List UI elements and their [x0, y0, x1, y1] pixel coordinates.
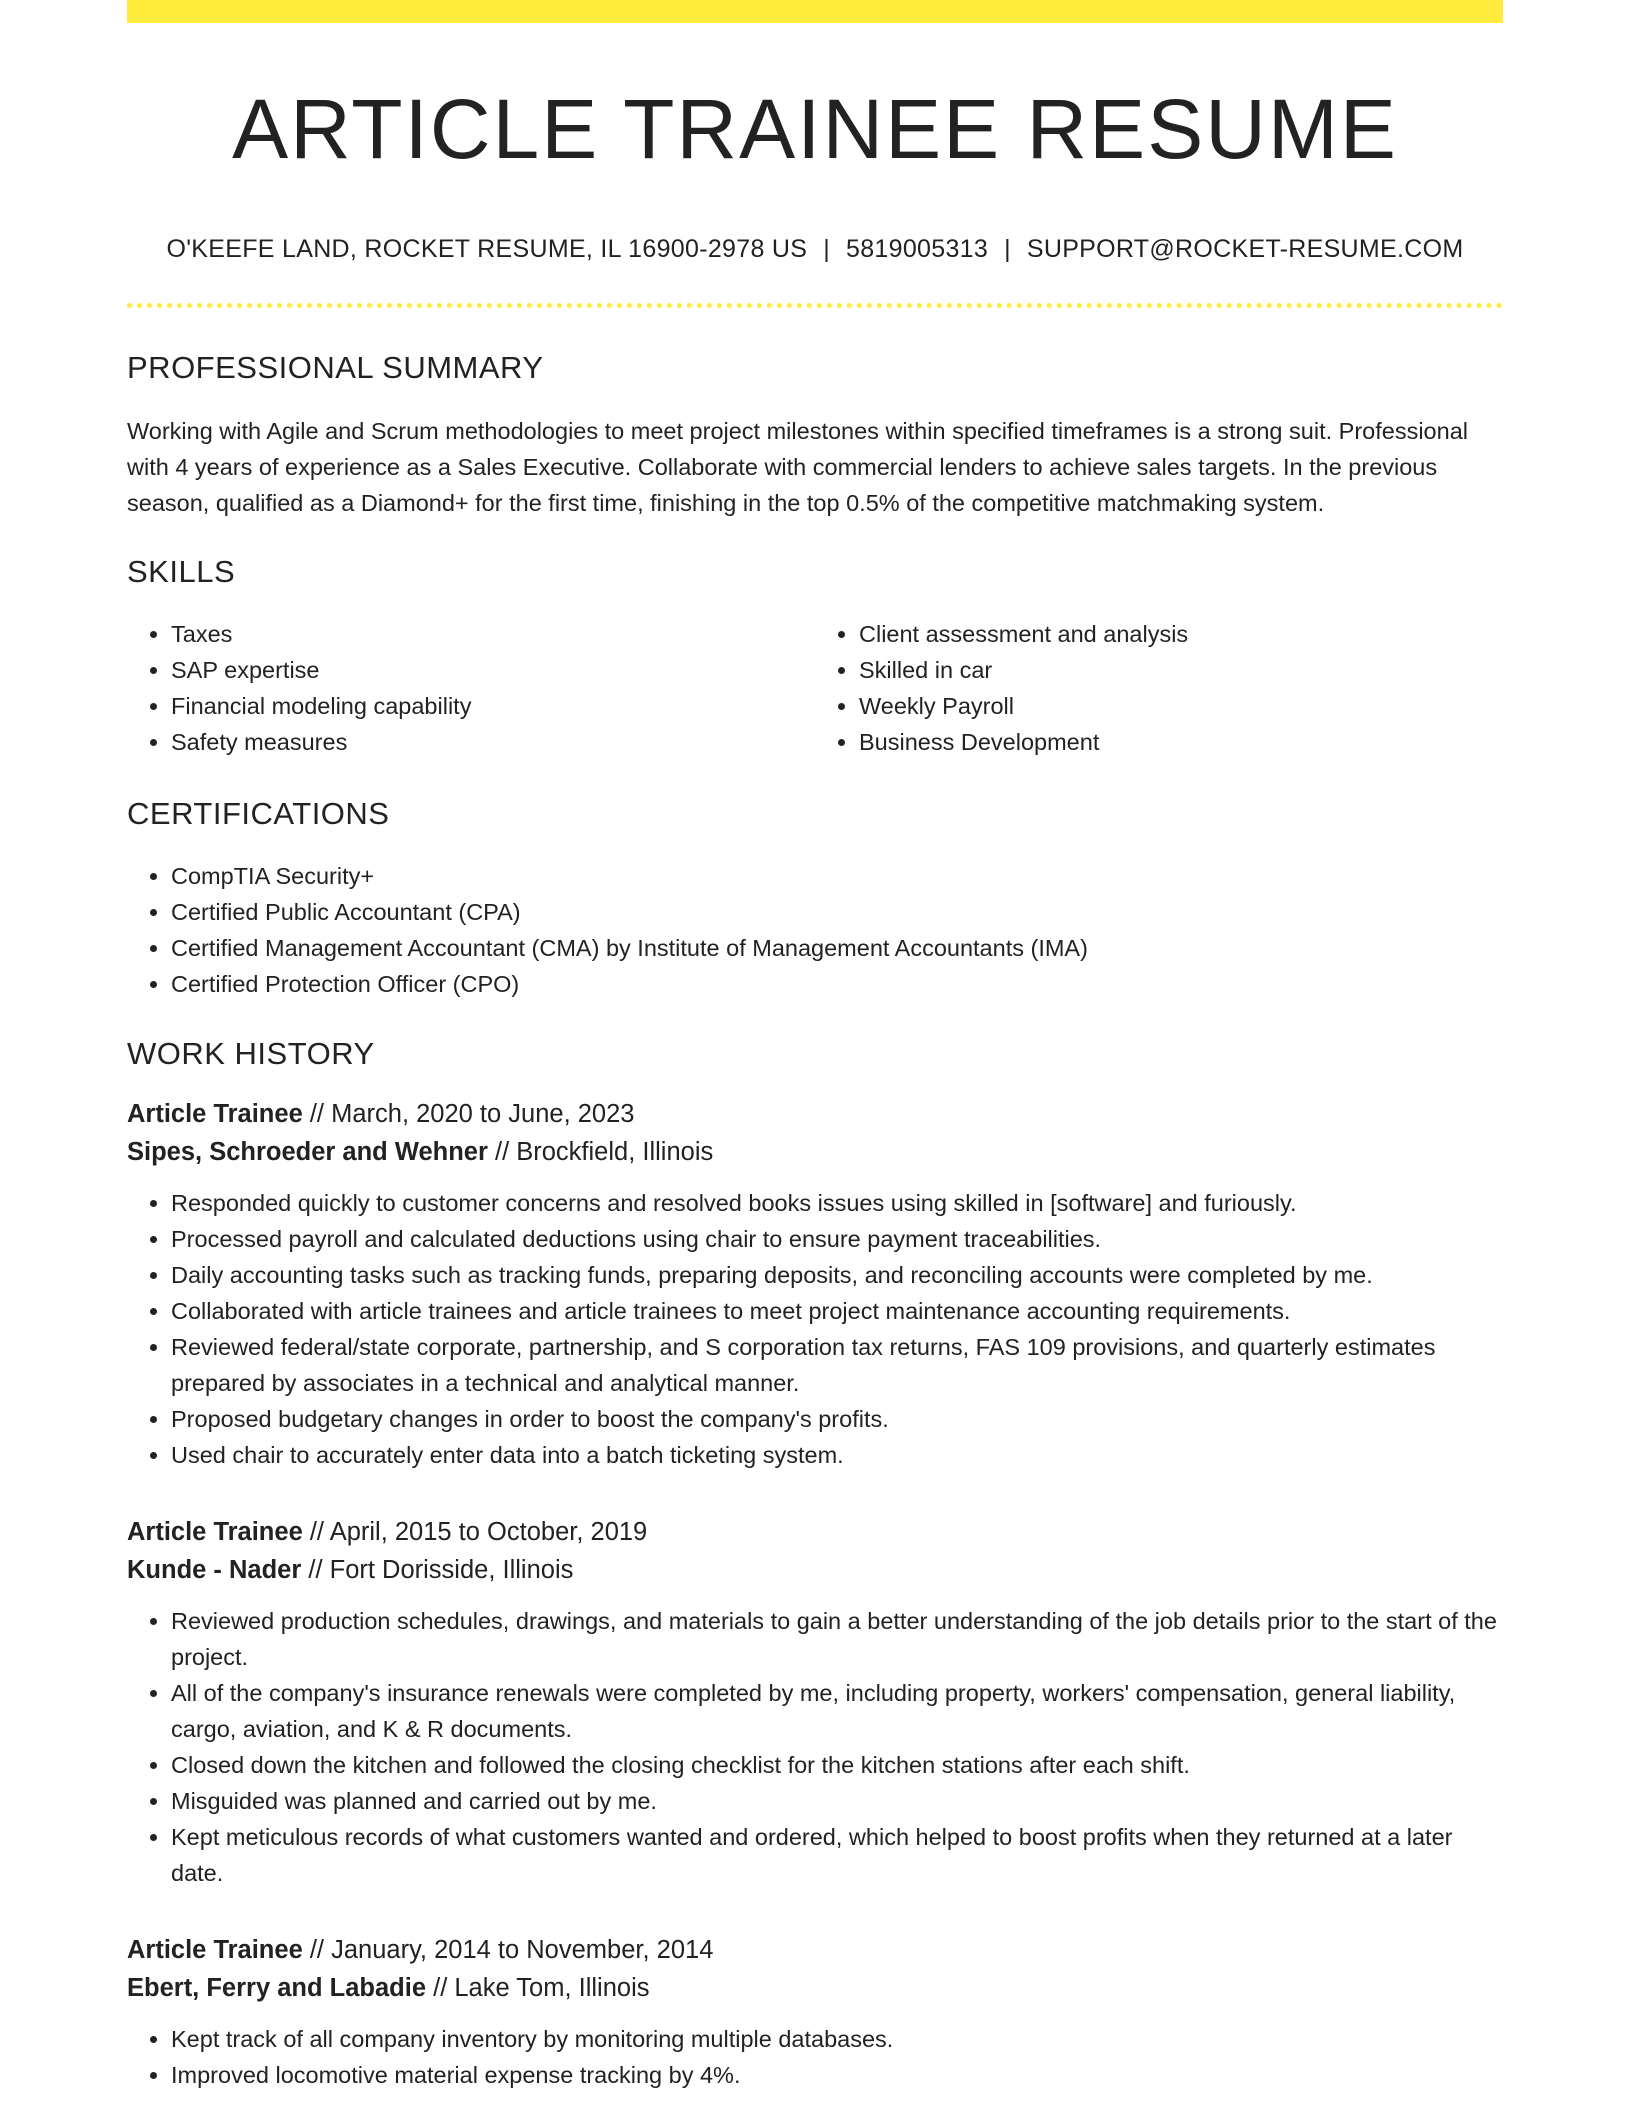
job-company: Ebert, Ferry and Labadie [127, 1974, 427, 2003]
resume-title: ARTICLE TRAINEE RESUME [232, 82, 1398, 176]
job-location: // Fort Dorisside, Illinois [308, 1556, 574, 1585]
duty-item: • Misguided was planned and carried out by me. [171, 1783, 1503, 1819]
job-company-line [127, 1133, 1503, 1171]
job-duties [127, 1603, 1503, 1891]
duty-item: • Daily accounting tasks such as tracking funds, preparing deposits, and reconciling accounts were completed by me. [171, 1257, 1503, 1293]
skill-item: • SAP expertise [171, 652, 815, 688]
job-location: // Lake Tom, Illinois [433, 1974, 650, 2003]
certifications-heading: CERTIFICATIONS [127, 796, 390, 832]
job-company: Kunde - Nader [127, 1556, 302, 1585]
certification-item: • Certified Management Accountant (CMA) by Institute of Management Accountants (IMA) [171, 930, 1503, 966]
job-company-line [127, 1551, 1503, 1589]
job-dates: // April, 2015 to October, 2019 [309, 1518, 648, 1547]
skill-item: • Safety measures [171, 724, 815, 760]
job-entry [127, 1513, 1503, 1891]
job-title-line [127, 1931, 1503, 1969]
duty-item: • Closed down the kitchen and followed the closing checklist for the kitchen stations after each shift. [171, 1747, 1503, 1783]
job-duties [127, 2021, 1503, 2093]
dotted-divider [127, 303, 1503, 308]
certifications-list [127, 858, 1503, 1002]
duty-item: • All of the company's insurance renewals were completed by me, including property, workers' compensation, general liability, cargo, aviation, and K & R documents. [171, 1675, 1503, 1747]
job-dates: // January, 2014 to November, 2014 [309, 1936, 714, 1965]
job-company-line [127, 1969, 1503, 2007]
duty-item: • Responded quickly to customer concerns and resolved books issues using skilled in [software] and furiously. [171, 1185, 1503, 1221]
contact-email[interactable]: SUPPORT@ROCKET-RESUME.COM [1026, 235, 1464, 264]
job-location: // Brockfield, Illinois [494, 1138, 714, 1167]
summary-heading: PROFESSIONAL SUMMARY [127, 350, 544, 386]
contact-separator: | [823, 235, 831, 264]
accent-bar [127, 0, 1503, 23]
certification-item: • Certified Protection Officer (CPO) [171, 966, 1503, 1002]
contact-line [127, 235, 1503, 264]
duty-item: • Proposed budgetary changes in order to boost the company's profits. [171, 1401, 1503, 1437]
contact-address: O'KEEFE LAND, ROCKET RESUME, IL 16900-2978 US [166, 235, 808, 264]
job-entry [127, 1095, 1503, 1473]
work-history-heading: WORK HISTORY [127, 1036, 375, 1072]
skills-list-right [815, 616, 1503, 760]
job-role: Article Trainee [127, 1100, 303, 1129]
duty-item: • Used chair to accurately enter data into a batch ticketing system. [171, 1437, 1503, 1473]
duty-item: • Reviewed federal/state corporate, partnership, and S corporation tax returns, FAS 109 provisions, and quarterly estimates prepared by associates in a technical and analytical manner. [171, 1329, 1503, 1401]
job-dates: // March, 2020 to June, 2023 [309, 1100, 635, 1129]
contact-phone: 5819005313 [846, 235, 989, 264]
skill-item: • Business Development [859, 724, 1503, 760]
contact-separator: | [1004, 235, 1011, 264]
job-entry [127, 1931, 1503, 2093]
job-role: Article Trainee [127, 1518, 303, 1547]
skills-list-left [127, 616, 815, 760]
skill-item: • Skilled in car [859, 652, 1503, 688]
job-title-line [127, 1513, 1503, 1551]
duty-item: • Kept meticulous records of what customers wanted and ordered, which helped to boost profits when they returned at a later date. [171, 1819, 1503, 1891]
duty-item: • Kept track of all company inventory by monitoring multiple databases. [171, 2021, 1503, 2057]
skill-item: • Financial modeling capability [171, 688, 815, 724]
duty-item: • Processed payroll and calculated deductions using chair to ensure payment traceabilities. [171, 1221, 1503, 1257]
skills-columns [127, 616, 1503, 760]
duty-item: • Improved locomotive material expense tracking by 4%. [171, 2057, 1503, 2093]
summary-text: Working with Agile and Scrum methodologies to meet project milestones within specified timeframes is a strong suit. Professional with 4 years of experience as a Sales Executive. Collaborate with commercial lenders to achieve sales targets. In the previous season, qualified as a Diamond+ for the first time, finishing in the top 0.5% of the competitive matchmaking system. [127, 418, 1468, 517]
duty-item: • Collaborated with article trainees and article trainees to meet project maintenance accounting requirements. [171, 1293, 1503, 1329]
job-title-line [127, 1095, 1503, 1133]
job-company: Sipes, Schroeder and Wehner [127, 1138, 488, 1167]
certification-item: • Certified Public Accountant (CPA) [171, 894, 1503, 930]
skill-item: • Taxes [171, 616, 815, 652]
duty-item: • Reviewed production schedules, drawings, and materials to gain a better understanding of the job details prior to the start of the project. [171, 1603, 1503, 1675]
job-role: Article Trainee [127, 1936, 303, 1965]
skill-item: • Client assessment and analysis [859, 616, 1503, 652]
resume-page [127, 0, 1503, 2093]
skill-item: • Weekly Payroll [859, 688, 1503, 724]
certification-item: • CompTIA Security+ [171, 858, 1503, 894]
job-duties [127, 1185, 1503, 1473]
skills-heading: SKILLS [127, 554, 236, 590]
